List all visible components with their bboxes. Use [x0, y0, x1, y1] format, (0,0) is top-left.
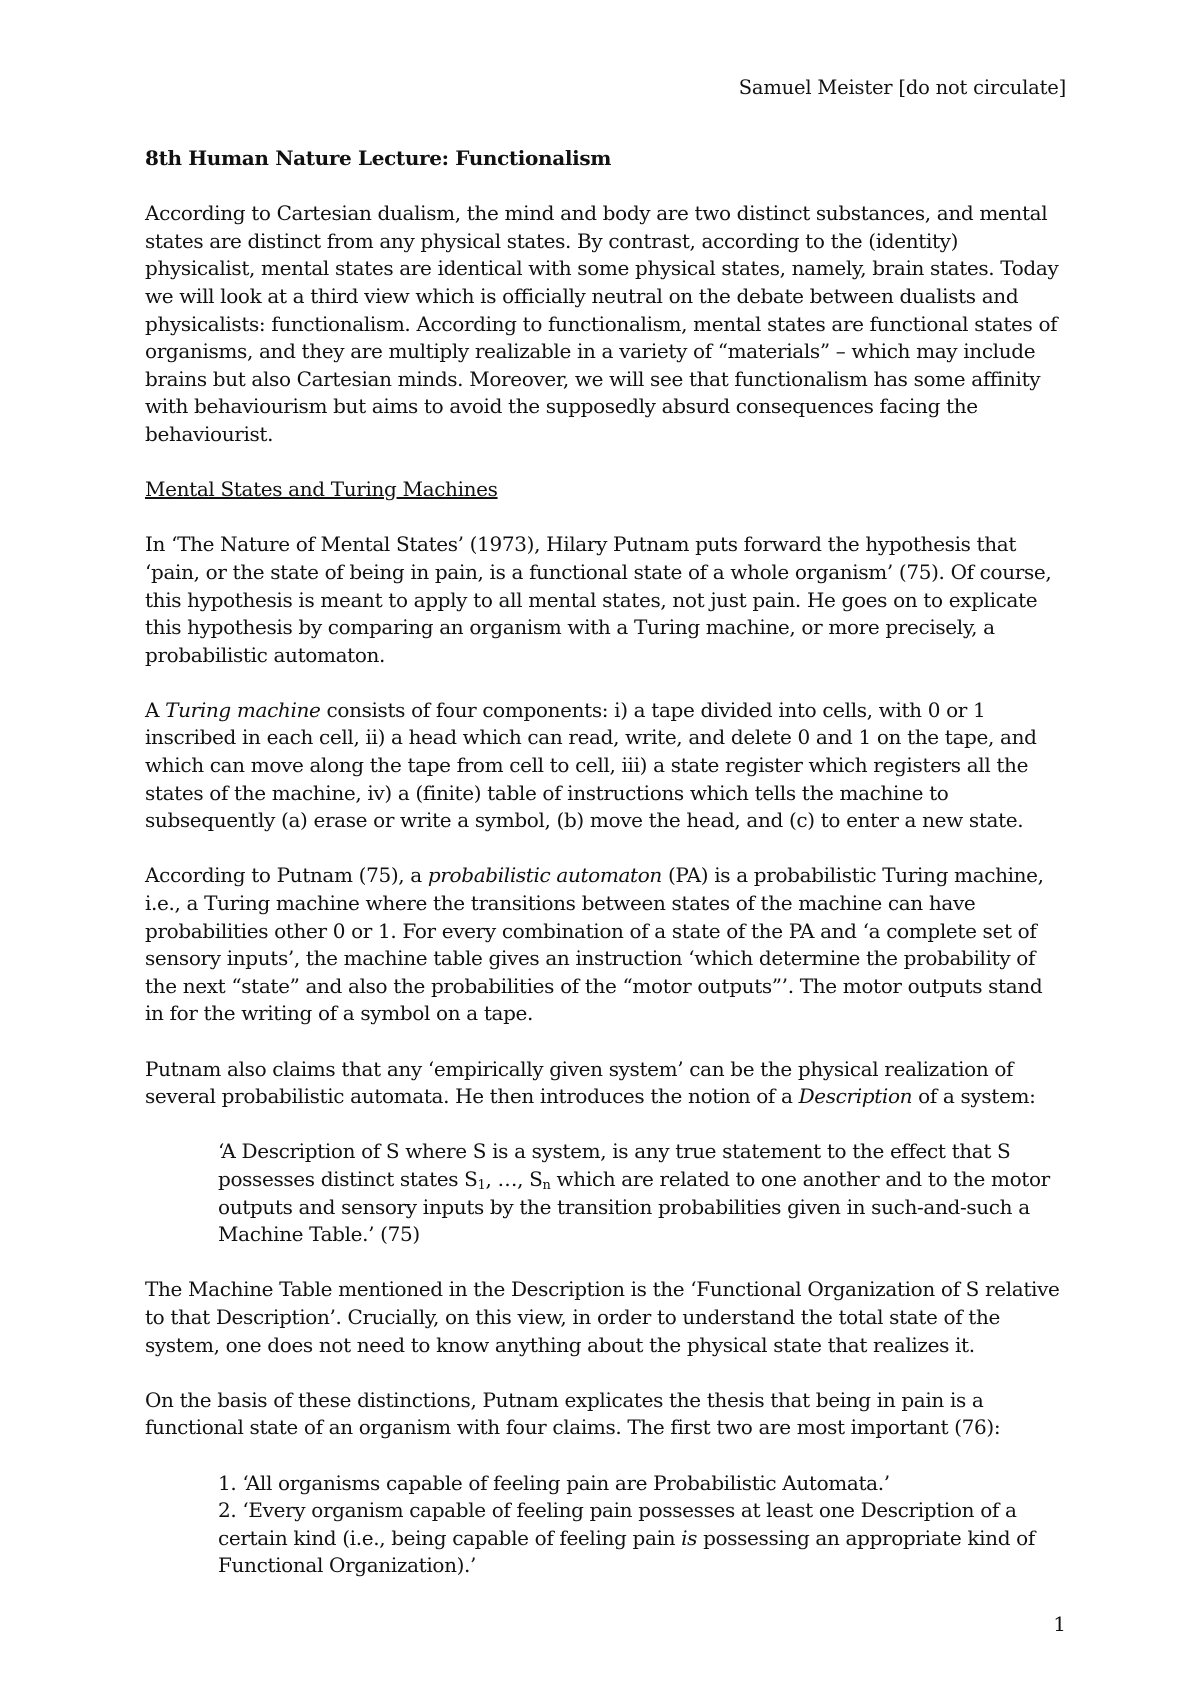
text-run: A [145, 697, 166, 722]
text-run: , …, S [485, 1166, 543, 1191]
paragraph-turing-machine [145, 697, 1065, 835]
text-run: 2. ‘Every organism capable of feeling pain possesses at least one Description of a certain kind (i.e., being capable of feeling pain [218, 1498, 1017, 1550]
subscript: 1 [477, 1177, 486, 1193]
subscript: n [542, 1177, 551, 1193]
paragraph-four-claims: On the basis of these distinctions, Putnam explicates the thesis that being in pain is a functional state of an organism with four claims. The first two are most important (76): [145, 1387, 1001, 1440]
text-run: possessing an appropriate kind of Functional Organization).’ [218, 1525, 1035, 1578]
list-item: 1. ‘All organisms capable of feeling pain are Probabilistic Automata.’ [218, 1470, 890, 1495]
paragraph-putnam-hypothesis: In ‘The Nature of Mental States’ (1973), Hilary Putnam puts forward the hypothesis that ‘pain, or the state of being in pain, is a functional state of a whole organism’ (75). Of course, this hypothesis is meant to apply to all mental states, not just pain. He goes on to explicate this hypothesis by comparing an organism with a Turing machine, or more precisely, a probabilistic automaton. [145, 532, 1052, 667]
text-run: ‘A Description of S where S is a system, is any true statement to the effect that S possesses distinct states S [218, 1139, 1011, 1191]
text-run: (PA) is a probabilistic Turing machine, i.e., a Turing machine where the transitions between states of the machine can have probabilities other 0 or 1. For every combination of a state of the PA and ‘a complete set of sensory inputs’, the machine table gives an instruction ‘which determine the probability of the next “state” and also the probabilities of the “motor outputs”’. The motor outputs stand in for the writing of a symbol on a tape. [145, 863, 1044, 1026]
running-header: Samuel Meister [do not circulate] [738, 76, 1066, 99]
text-run: which are related to one another and to the motor outputs and sensory inputs by the transition probabilities given in such-and-such a Machine Table.’ (75) [218, 1166, 1050, 1247]
claims-list [218, 1470, 1065, 1580]
section-heading: Mental States and Turing Machines [145, 477, 498, 502]
paragraph-machine-table: The Machine Table mentioned in the Description is the ‘Functional Organization of S relative to that Description’. Crucially, on this view, in order to understand the total state of the system, one does not need to know anything about the physical state that realizes it. [145, 1277, 1060, 1357]
term-description: Description [798, 1084, 913, 1109]
term-probabilistic-automaton: probabilistic automaton [427, 863, 662, 888]
text-run: consists of four components: i) a tape divided into cells, with 0 or 1 inscribed in each cell, ii) a head which can read, write, and delete 0 and 1 on the tape, and which can move along the tape from cell to cell, iii) a state register which registers all the states of the machine, iv) a (finite) table of instructions which tells the machine to subsequently (a) erase or write a symbol, (b) move the head, and (c) to enter a new state. [145, 697, 1037, 833]
term-turing-machine: Turing machine [165, 697, 321, 722]
lecture-title: 8th Human Nature Lecture: Functionalism [145, 146, 612, 170]
document-body [145, 145, 1065, 1580]
paragraph-probabilistic-automaton [145, 862, 1065, 1028]
intro-paragraph: According to Cartesian dualism, the mind and body are two distinct substances, and mental states are distinct from any physical states. By contrast, according to the (identity) physicalist, mental states are identical with some physical states, namely, brain states. Today we will look at a third view which is officially neutral on the debate between dualists and physicalists: functionalism. According to functionalism, mental states are functional states of organisms, and they are multiply realizable in a variety of “materials” – which may include brains but also Cartesian minds. Moreover, we will see that functionalism has some affinity with behaviourism but aims to avoid the supposedly absurd consequences facing the behaviourist. [145, 201, 1059, 446]
page-number: 1 [1053, 1612, 1066, 1636]
list-item [218, 1497, 1065, 1580]
paragraph-description [145, 1056, 1065, 1111]
text-run: Putnam also claims that any ‘empirically given system’ can be the physical realization of several probabilistic automata. He then introduces the notion of a [145, 1056, 1014, 1109]
block-quote [218, 1138, 1065, 1248]
text-run: of a system: [912, 1084, 1036, 1109]
emphasis: is [681, 1525, 698, 1550]
text-run: According to Putnam (75), a [145, 863, 428, 888]
